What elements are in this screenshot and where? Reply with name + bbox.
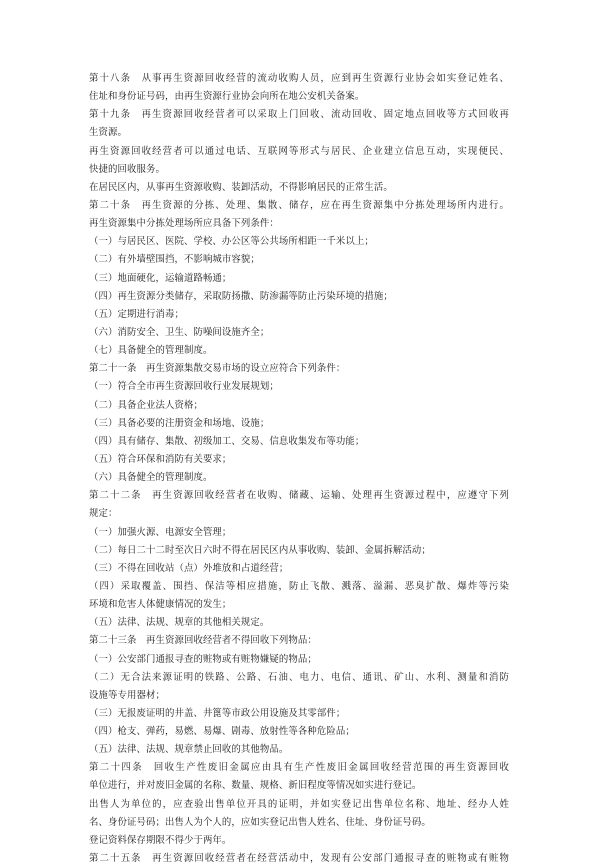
document-line: （三）具备必要的注册资金和场地、设施； bbox=[89, 417, 270, 429]
document-line: 第二十三条 再生资源回收经营者不得回收下列物品： bbox=[89, 635, 317, 647]
document-line: （五）法律、法规、规章禁止回收的其他物品。 bbox=[89, 744, 289, 756]
document-line: 生资源。 bbox=[89, 127, 127, 139]
document-line: （一）符合全市再生资源回收行业发展规划； bbox=[89, 381, 279, 393]
document-line: （二）具备企业法人资格； bbox=[89, 399, 203, 411]
document-line: （二）有外墙壁围挡，不影响城市容貌； bbox=[89, 254, 260, 266]
document-line: 第十九条 再生资源回收经营者可以采取上门回收、流动回收、固定地点回收等方式回收再 bbox=[89, 109, 509, 121]
document-line: （四）采取覆盖、围挡、保洁等相应措施，防止飞散、溅落、溢漏、恶臭扩散、爆炸等污染 bbox=[89, 580, 509, 592]
document-line: （七）具备健全的管理制度。 bbox=[89, 345, 213, 357]
document-line: 规定： bbox=[89, 508, 118, 520]
document-line: （四）枪支、弹药，易燃、易爆、剧毒、放射性等各种危险品； bbox=[89, 726, 355, 738]
document-line: 第二十二条 再生资源回收经营者在收购、储藏、运输、处理再生资源过程中，应遵守下列 bbox=[89, 490, 509, 502]
document-line: （四）具有储存、集散、初级加工、交易、信息收集发布等功能； bbox=[89, 435, 365, 447]
document-line: （六）消防安全、卫生、防噪间设施齐全； bbox=[89, 326, 270, 338]
document-line: 再生资源回收经营者可以通过电话、互联网等形式与居民、企业建立信息互动，实现便民、 bbox=[89, 145, 509, 157]
document-line: （一）与居民区、医院、学校、办公区等公共场所相距一千米以上； bbox=[89, 236, 374, 248]
document-line: 单位进行，并对废旧金属的名称、数量、规格、新旧程度等情况如实进行登记。 bbox=[89, 780, 422, 792]
document-line: （五）符合环保和消防有关要求； bbox=[89, 453, 232, 465]
document-line: （五）定期进行消毒； bbox=[89, 308, 184, 320]
document-line: 环境和危害人体健康情况的发生； bbox=[89, 599, 232, 611]
document-line: （一）加强火源、电源安全管理； bbox=[89, 526, 232, 538]
document-page bbox=[89, 70, 509, 868]
document-line: 第二十条 再生资源的分拣、处理、集散、储存，应在再生资源集中分拣处理场所内进行。 bbox=[89, 199, 509, 211]
document-line: 第十八条 从事再生资源回收经营的流动收购人员，应到再生资源行业协会如实登记姓名、 bbox=[89, 73, 509, 84]
document-line: 设施等专用器材； bbox=[89, 689, 165, 701]
document-line: 出售人为单位的，应查验出售单位开具的证明，并如实登记出售单位名称、地址、经办人姓 bbox=[89, 798, 509, 810]
document-line: 快捷的回收服务。 bbox=[89, 163, 165, 175]
document-line: 在居民区内，从事再生资源收购、装卸活动，不得影响居民的正常生活。 bbox=[89, 181, 393, 193]
document-line: 第二十四条 回收生产性废旧金属应由具有生产性废旧金属回收经营范围的再生资源回收 bbox=[89, 762, 509, 774]
document-line: （一）公安部门通报寻查的赃物或有赃物嫌疑的物品； bbox=[89, 653, 317, 665]
document-line: 第二十五条 再生资源回收经营者在经营活动中，发现有公安部门通报寻查的赃物或有赃物 bbox=[89, 853, 509, 865]
document-line: 第二十一条 再生资源集散交易市场的设立应符合下列条件： bbox=[89, 363, 346, 375]
document-line: （三）地面硬化，运输道路畅通； bbox=[89, 272, 232, 284]
document-line: 住址和身份证号码，由再生资源行业协会向所在地公安机关备案。 bbox=[89, 91, 365, 103]
document-line: （四）再生资源分类储存，采取防扬撒、防渗漏等防止污染环境的措施； bbox=[89, 290, 393, 302]
document-line: （二）每日二十二时至次日六时不得在居民区内从事收购、装卸、金属拆解活动； bbox=[89, 544, 431, 556]
document-line: 名、身份证号码；出售人为个人的，应如实登记出售人姓名、住址、身份证号码。 bbox=[89, 816, 431, 828]
document-line: （五）法律、法规、规章的其他相关规定。 bbox=[89, 617, 270, 629]
document-line: 再生资源集中分拣处理场所应具备下列条件： bbox=[89, 218, 279, 230]
document-line: 登记资料保存期限不得少于两年。 bbox=[89, 834, 232, 846]
document-line: （三）无报废证明的井盖、井篦等市政公用设施及其零部件； bbox=[89, 707, 346, 719]
document-line: （六）具备健全的管理制度。 bbox=[89, 472, 213, 484]
document-line: （三）不得在回收站（点）外堆放和占道经营； bbox=[89, 562, 289, 574]
document-line: （二）无合法来源证明的铁路、公路、石油、电力、电信、通讯、矿山、水利、测量和消防 bbox=[89, 671, 509, 683]
